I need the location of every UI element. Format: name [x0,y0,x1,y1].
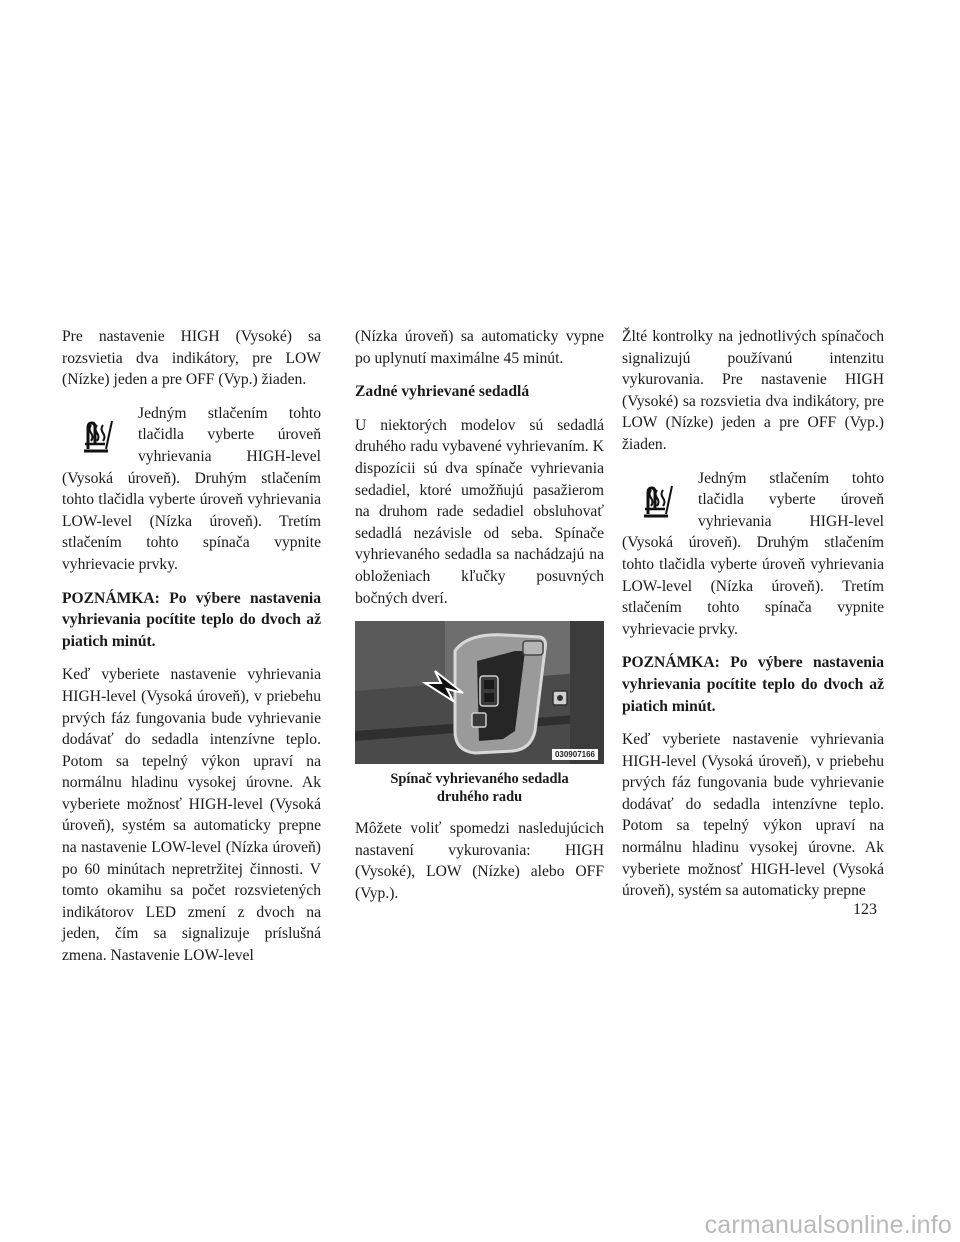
icon-paragraph [62,403,321,576]
paragraph: Žlté kontrolky na jednotlivých spínačoch signalizujú používanú intenzitu vykurovania. Pre nastavenie HIGH (Vysoké) sa rozsvietia dva indikátory, pre LOW (Nízke) jeden a pre OFF (Vyp.) žiaden. [622,328,884,453]
watermark: carmanualsonline.info [704,1211,952,1239]
column-3 [622,326,884,914]
paragraph: Môžete voliť spomedzi nasledujúcich nastavení vykurovania: HIGH (Vysoké), LOW (Nízke) alebo OFF (Vyp.). [355,820,604,902]
column-2 [355,326,604,917]
icon-paragraph [622,468,884,641]
paragraph: Jedným stlačením tohto tlačidla vyberte úroveň vyhrievania HIGH-level (Vysoká úroveň). Druhým stlačením tohto tlačidla vyberte úroveň vyhrievania LOW-level (Nízka úroveň). Tretím stlačením tohto spínača vypnite vyhrievacie prvky. [622,469,884,638]
door-handle-figure [355,621,604,764]
paragraph: U niektorých modelov sú sedadlá druhého radu vybavené vyhrievaním. K dispozícii sú dva spínače vyhrievania sedadiel, ktoré umožňujú pasažierom na druhom rade sedadiel obsluhovať sedadlá nezávisle od seba. Spínače vyhrievaného sedadla sa nachádzajú na obloženiach kľučky posuvných bočných dverí. [355,416,604,607]
paragraph: Pre nastavenie HIGH (Vysoké) sa rozsvietia dva indikátory, pre LOW (Nízke) jeden a pre OFF (Vyp.) žiaden. [62,328,321,389]
paragraph: Keď vyberiete nastavenie vyhrievania HIGH-level (Vysoká úroveň), v priebehu prvých fáz fungovania bude vyhrievanie dodávať do sedadla intenzívne teplo. Potom sa tepelný výkon upraví na normálnu hladinu vysokej úrovne. Ak vyberiete možnosť HIGH-level (Vysoká úroveň), systém sa automaticky prepne na nastavenie LOW-level (Nízka úroveň) po 60 minútach nepretržitej činnosti. V tomto okamihu sa počet rozsvietených indikátorov LED zmení z dvoch na jeden, čím sa signalizuje príslušná zmena. Nastavenie LOW-level [62,666,321,965]
paragraph: (Nízka úroveň) sa automaticky vypne po uplynutí maximálne 45 minút. [355,328,604,367]
section-heading: Zadné vyhrievané sedadlá [355,383,530,401]
paragraph: Keď vyberiete nastavenie vyhrievania HIGH-level (Vysoká úroveň), v priebehu prvých fáz fungovania bude vyhrievanie dodávať do sedadla intenzívne teplo. Potom sa tepelný výkon upraví na normálnu hladinu vysokej úrovne. Ak vyberiete možnosť HIGH-level (Vysoká úroveň), systém sa automaticky prepne [622,731,884,900]
heated-seat-icon [622,468,698,532]
paragraph: Jedným stlačením tohto tlačidla vyberte úroveň vyhrievania HIGH-level (Vysoká úroveň). Druhým stlačením tohto tlačidla vyberte úroveň vyhrievania LOW-level (Nízka úroveň). Tretím stlačením tohto spínača vypnite vyhrievacie prvky. [62,404,321,573]
note: POZNÁMKA: Po výbere nastavenia vyhrievania pocítite teplo do dvoch až piatich minút. [622,654,884,715]
note: POZNÁMKA: Po výbere nastavenia vyhrievania pocítite teplo do dvoch až piatich minút. [62,589,321,650]
column-1 [62,326,321,979]
heated-seat-icon [62,403,138,467]
page-number: 123 [853,901,877,918]
figure-code: 030907166 [552,749,598,760]
figure-caption: Spínač vyhrievaného sedadla druhého radu [390,771,569,806]
